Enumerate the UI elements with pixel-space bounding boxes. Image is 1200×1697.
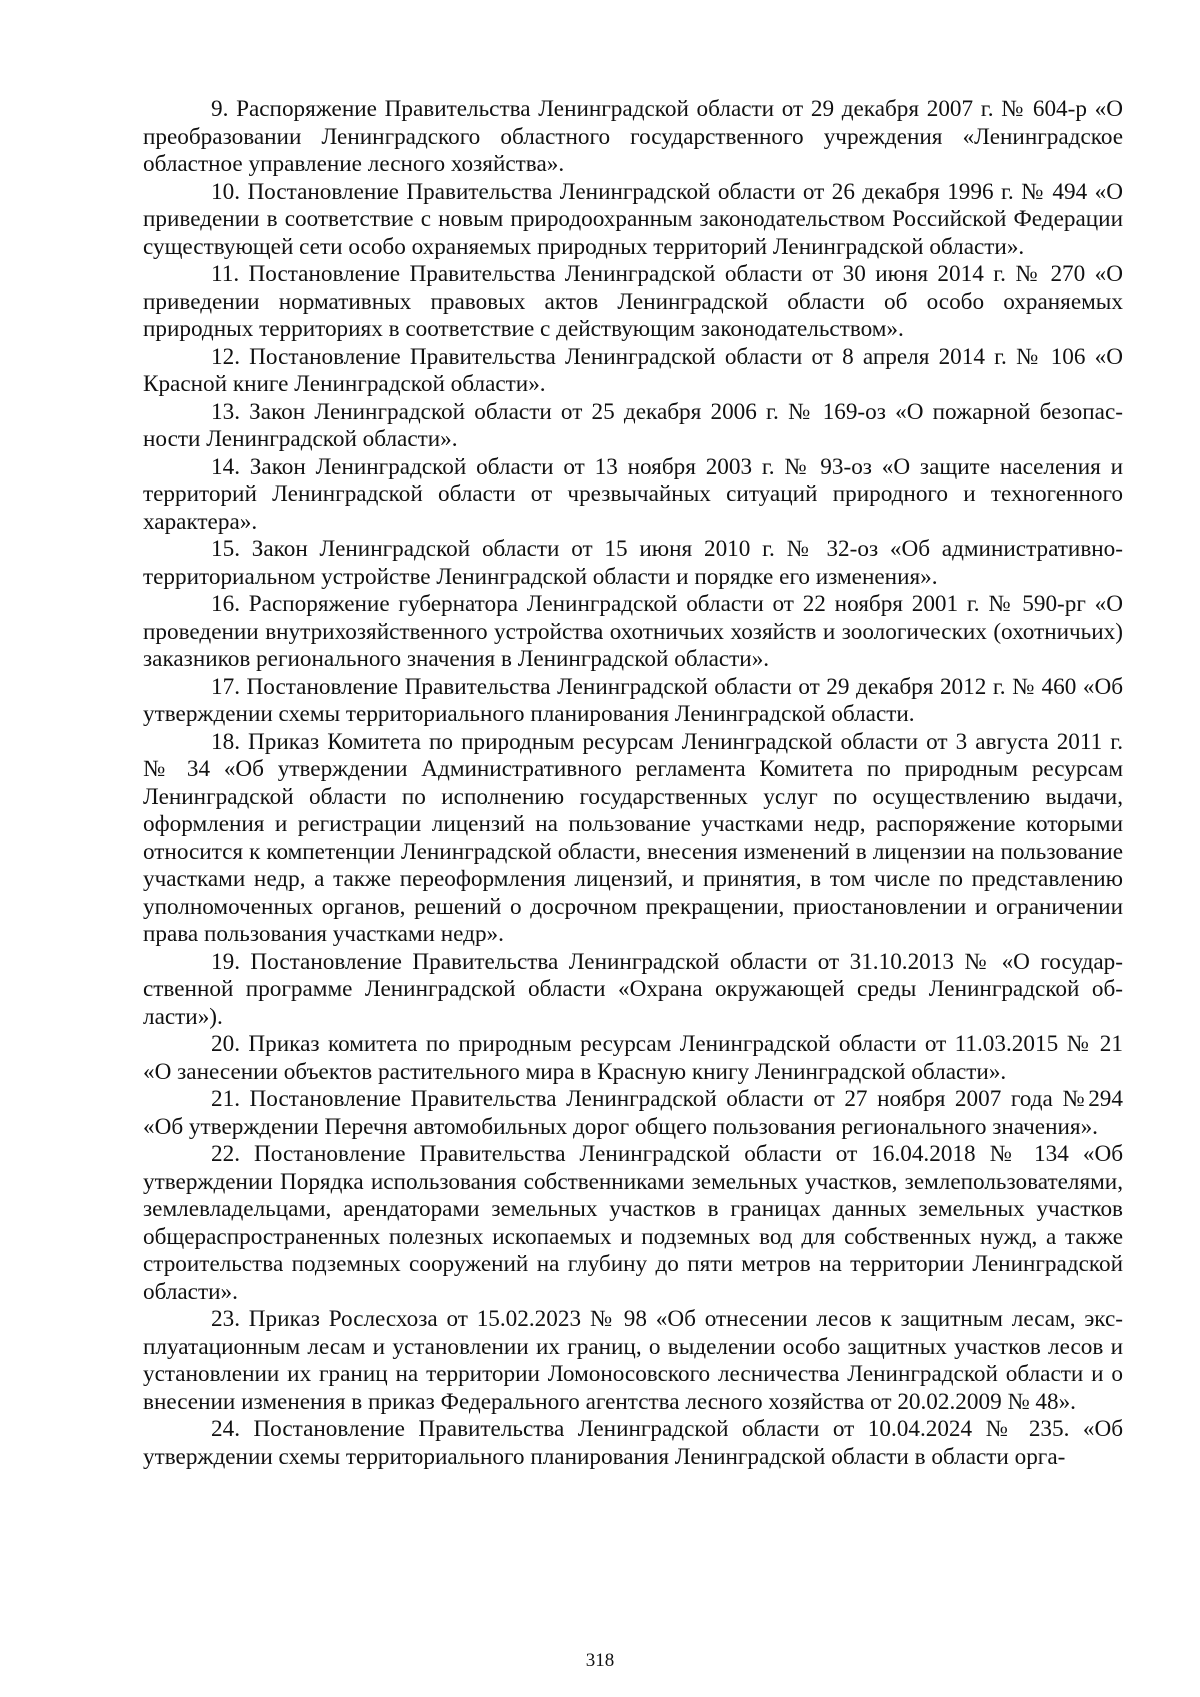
list-item: 14. Закон Ленинградской области от 13 ноября 2003 г. № 93-оз «О защите населения и территорий Ленинградской области от чрезвычайных ситуаций природного и техногенного характера».	[143, 453, 1123, 535]
list-item: 12. Постановление Правительства Ленинградской области от 8 апреля 2014 г. № 106 «О Красной книге Ленинградской области».	[143, 343, 1123, 397]
list-item: 24. Постановление Правительства Ленинградской области от 10.04.2024 № 235. «Об утверждении схемы территориального планирования Ленинградской области в области орга-	[143, 1416, 1123, 1470]
list-item: 17. Постановление Правительства Ленинградской области от 29 декабря 2012 г. № 460 «Об утверждении схемы территориального планирования Ленинградской области.	[143, 673, 1123, 727]
list-item: 10. Постановление Правительства Ленинградской области от 26 декабря 1996 г. № 494 «О приведении в соответствие с новым природоохранным законодательством Российской Федерации существующей сети особо охраняемых природных территорий Ленинградской области».	[143, 178, 1123, 260]
list-item: 22. Постановление Правительства Ленинградской области от 16.04.2018 № 134 «Об утверждении Порядка использования собственниками земельных участков, землепользователями, землевладельцами, арендаторами земельных участков в границах данных земельных участков общераспространенных полезных ископаемых и подземных вод для собственных нужд, а также строительства подземных сооружений на глубину до пяти метров на территории Ленинградской области».	[143, 1141, 1123, 1305]
list-item: 19. Постановление Правительства Ленинградской области от 31.10.2013 № «О государственной программе Ленинградской области «Охрана окружающей среды Ленинградской области»).	[143, 948, 1123, 1030]
list-item: 23. Приказ Рослесхоза от 15.02.2023 № 98 «Об отнесении лесов к защитным лесам, эксплуатационным лесам и установлении их границ, о выделении особо защитных участков лесов и установлении их границ на территории Ломоносовского лесничества Ленинградской области и о внесении изменения в приказ Федерального агентства лесного хозяйства от 20.02.2009 № 48».	[143, 1306, 1123, 1415]
list-item: 21. Постановление Правительства Ленинградской области от 27 ноября 2007 года №294 «Об утверждении Перечня автомобильных дорог общего пользования регионального значения».	[143, 1086, 1123, 1140]
list-item: 15. Закон Ленинградской области от 15 июня 2010 г. № 32-оз «Об административно-территориальном устройстве Ленинградской области и порядке его изменения».	[143, 536, 1123, 590]
page-number: 318	[585, 1650, 615, 1671]
list-item: 16. Распоряжение губернатора Ленинградской области от 22 ноября 2001 г. № 590-рг «О проведении внутрихозяйственного устройства охотничьих хозяйств и зоологических (охотничьих) заказников регионального значения в Ленинградской области».	[143, 591, 1123, 672]
document-body	[143, 96, 1123, 1471]
list-item: 18. Приказ Комитета по природным ресурсам Ленинградской области от 3 августа 2011 г. № 34 «Об утверждении Административного регламента Комитета по природным ресурсам Ленинградской области по исполнению государственных услуг по осуществлению выдачи, оформления и регистрации лицензий на пользование участками недр, распоряжение которыми относится к компетенции Ленинградской области, внесения изменений в лицензии на пользование участками недр, а также переоформления лицензий, и принятия, в том числе по представлению уполномоченных органов, решений о досрочном прекращении, приостановлении и ограничении права пользования участками недр».	[143, 728, 1123, 947]
list-item: 20. Приказ комитета по природным ресурсам Ленинградской области от 11.03.2015 № 21 «О занесении объектов растительного мира в Красную книгу Ленинградской области».	[143, 1031, 1123, 1085]
list-item: 13. Закон Ленинградской области от 25 декабря 2006 г. № 169-оз «О пожарной безопасности Ленинградской области».	[143, 398, 1123, 452]
list-item: 9. Распоряжение Правительства Ленинградской области от 29 декабря 2007 г. № 604-р «О преобразовании Ленинградского областного государственного учреждения «Ленинградское областное управление лесного хозяйства».	[143, 96, 1123, 177]
list-item: 11. Постановление Правительства Ленинградской области от 30 июня 2014 г. № 270 «О приведении нормативных правовых актов Ленинградской области об особо охраняемых природных территориях в соответствие с действующим законодательством».	[143, 261, 1123, 342]
